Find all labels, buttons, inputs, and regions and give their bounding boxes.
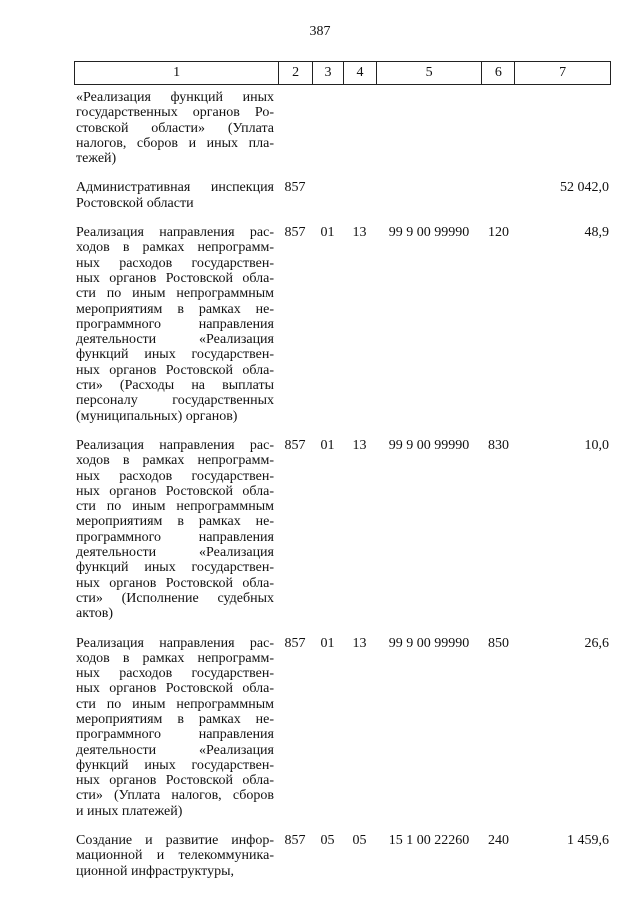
row-code-subsection: 13 [352, 225, 367, 241]
description-line: актов) [76, 606, 114, 622]
description-line: Создание и развитие инфор- [76, 833, 274, 849]
row-code-subsection: 13 [352, 437, 367, 453]
row-amount: 48,9 [584, 225, 609, 241]
description-line: сти по иным непрограммным [76, 286, 274, 302]
description-line: программного направления [76, 727, 274, 743]
header-col-4: 4 [343, 62, 376, 84]
description-line: функций иных государствен- [76, 347, 274, 363]
description-line: персоналу государственных [76, 393, 274, 409]
table-row [74, 833, 611, 879]
row-description [74, 180, 278, 211]
description-line: ных органов Ростовской обла- [76, 270, 274, 286]
row-description [74, 90, 278, 166]
row-code-target: 99 9 00 99990 [388, 225, 470, 241]
row-code-subsection: 05 [352, 833, 367, 849]
description-line: Реализация направления рас- [76, 635, 274, 651]
description-line: сти» (Расходы на выплаты [76, 378, 274, 394]
row-code-expense-type: 830 [488, 437, 509, 453]
row-code-section: 01 [320, 225, 335, 241]
row-code-ministry: 857 [284, 180, 306, 196]
row-code-subsection: 13 [352, 635, 367, 651]
description-line: ходов в рамках непрограмм- [76, 650, 274, 666]
row-code-section: 05 [320, 833, 335, 849]
row-amount: 52 042,0 [560, 180, 609, 196]
description-line: функций иных государствен- [76, 757, 274, 773]
row-amount: 26,6 [584, 635, 609, 651]
description-line: сти» (Уплата налогов, сборов [76, 788, 274, 804]
description-line: деятельности «Реализация [76, 545, 274, 561]
row-amount: 10,0 [584, 437, 609, 453]
row-code-expense-type: 850 [488, 635, 509, 651]
header-col-3: 3 [312, 62, 343, 84]
row-code-section: 01 [320, 635, 335, 651]
description-line: Реализация направления рас- [76, 225, 274, 241]
header-col-1: 1 [173, 65, 181, 80]
table-header [74, 61, 611, 85]
description-line: (муниципальных) органов) [76, 408, 238, 424]
description-line: ных расходов государствен- [76, 666, 274, 682]
row-description [74, 636, 278, 820]
row-code-ministry: 857 [284, 635, 306, 651]
row-code-ministry: 857 [284, 225, 306, 241]
row-description [74, 225, 278, 424]
table-row [74, 225, 611, 424]
row-code-section: 01 [320, 437, 335, 453]
description-line: ных органов Ростовской обла- [76, 362, 274, 378]
row-code-expense-type: 240 [488, 833, 509, 849]
description-line: стовской области» (Уплата [76, 120, 274, 136]
description-line: ных органов Ростовской обла- [76, 575, 274, 591]
description-line: программного направления [76, 316, 274, 332]
description-line: ных органов Ростовской обла- [76, 483, 274, 499]
description-line: ных расходов государствен- [76, 468, 274, 484]
row-code-expense-type: 120 [488, 225, 509, 241]
row-code-ministry: 857 [284, 833, 306, 849]
row-code-ministry: 857 [284, 437, 306, 453]
row-description [74, 438, 278, 622]
row-amount: 1 459,6 [567, 833, 609, 849]
description-line: мационной и телекоммуника- [76, 848, 274, 864]
description-line: Административная инспекция [76, 180, 274, 196]
page-number: 387 [309, 24, 331, 39]
row-code-target: 99 9 00 99990 [388, 437, 470, 453]
header-col-7: 7 [514, 62, 610, 84]
row-code-target: 99 9 00 99990 [388, 635, 470, 651]
description-line: ных органов Ростовской обла- [76, 773, 274, 789]
description-line: ционной инфраструктуры, [76, 863, 235, 879]
description-line: функций иных государствен- [76, 560, 274, 576]
description-line: Реализация направления рас- [76, 437, 274, 453]
description-line: деятельности «Реализация [76, 742, 274, 758]
table-row [74, 438, 611, 622]
row-code-target: 15 1 00 22260 [388, 833, 470, 849]
description-line: программного направления [76, 529, 274, 545]
description-line: ходов в рамках непрограмм- [76, 240, 274, 256]
description-line: тежей) [76, 151, 117, 167]
description-line: и иных платежей) [76, 803, 183, 819]
row-description [74, 833, 278, 879]
description-line: деятельности «Реализация [76, 332, 274, 348]
description-line: мероприятиям в рамках не- [76, 301, 274, 317]
table-row [74, 180, 611, 211]
header-col-6: 6 [481, 62, 514, 84]
description-line: мероприятиям в рамках не- [76, 711, 274, 727]
description-line: «Реализация функций иных [76, 90, 274, 105]
header-col-5: 5 [376, 62, 482, 84]
table-body [74, 90, 611, 893]
description-line: налогов, сборов и иных пла- [76, 135, 274, 151]
table-row [74, 636, 611, 820]
description-line: ных органов Ростовской обла- [76, 681, 274, 697]
header-col-2: 2 [278, 62, 312, 84]
description-line: ных расходов государствен- [76, 255, 274, 271]
description-line: мероприятиям в рамках не- [76, 514, 274, 530]
table-row [74, 90, 611, 166]
description-line: Ростовской области [76, 195, 194, 211]
description-line: сти» (Исполнение судебных [76, 590, 274, 606]
description-line: сти по иным непрограммным [76, 499, 274, 515]
description-line: сти по иным непрограммным [76, 696, 274, 712]
description-line: государственных органов Ро- [76, 105, 274, 121]
description-line: ходов в рамках непрограмм- [76, 453, 274, 469]
